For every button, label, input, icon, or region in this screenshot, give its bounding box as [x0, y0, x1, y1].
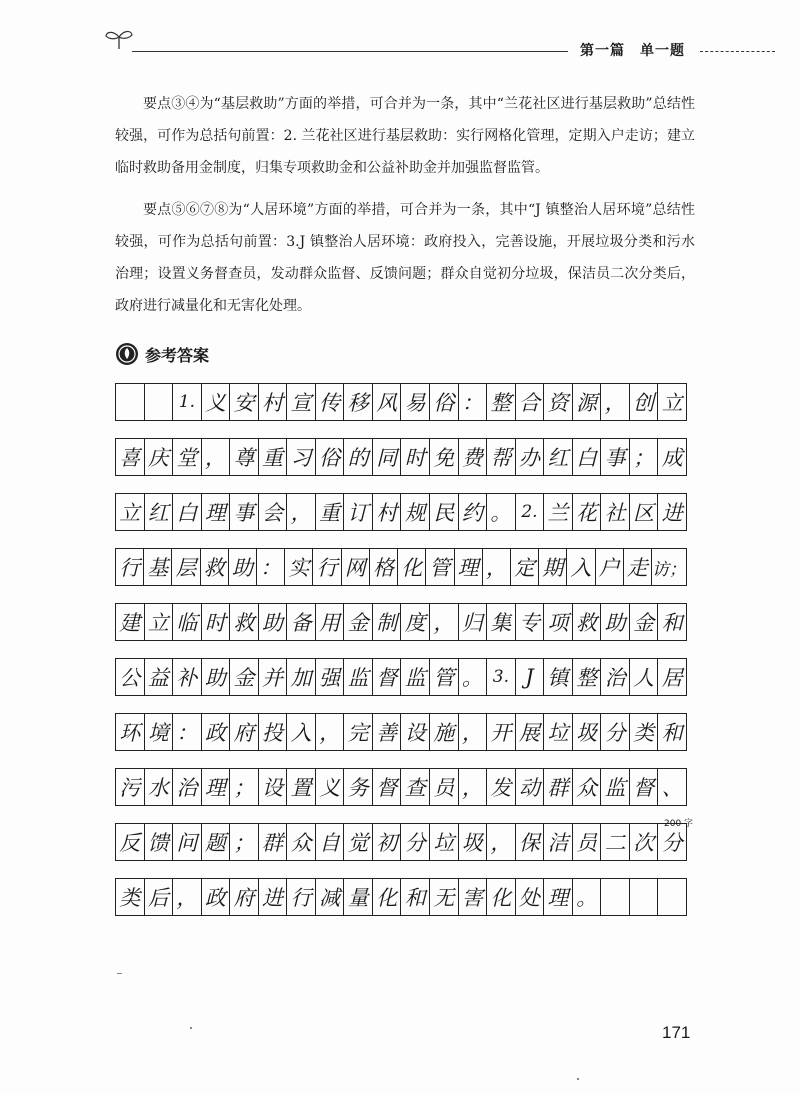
scan-speck: [577, 1078, 579, 1080]
grid-cell: 入: [287, 714, 316, 750]
grid-cell: 助: [601, 604, 630, 640]
grid-cell: 治: [173, 769, 202, 805]
grid-cell: 定: [511, 549, 539, 585]
grid-cell: 反: [116, 824, 145, 860]
grid-cell: ，: [483, 549, 511, 585]
grid-cell: 问: [173, 824, 202, 860]
grid-cell: 期: [539, 549, 567, 585]
word-count-label: 200 字: [664, 819, 694, 829]
grid-cell: 。: [573, 879, 602, 915]
grid-cell: 宣: [287, 384, 316, 420]
grid-cell: 发: [487, 769, 516, 805]
grid-cell: [658, 879, 687, 915]
grid-cell: 建: [116, 604, 145, 640]
grid-cell: 事: [601, 439, 630, 475]
grid-cell: 污: [116, 769, 145, 805]
grid-cell: ，: [487, 824, 516, 860]
grid-cell: ；: [230, 824, 259, 860]
answer-grid-row: [115, 603, 687, 641]
grid-cell: 垃: [544, 714, 573, 750]
grid-cell: ，: [601, 384, 630, 420]
grid-cell: 完: [344, 714, 373, 750]
grid-cell: 白: [573, 439, 602, 475]
grid-cell: 垃: [430, 824, 459, 860]
grid-cell: 加: [287, 659, 316, 695]
grid-cell: 约: [459, 494, 488, 530]
grid-cell: J: [516, 659, 545, 695]
grid-cell: 重: [259, 439, 288, 475]
grid-cell: 义: [202, 384, 231, 420]
grid-cell: 民: [430, 494, 459, 530]
grid-cell: 。: [487, 494, 516, 530]
grid-cell: 减: [316, 879, 345, 915]
grid-cell: 风: [373, 384, 402, 420]
answer-grid-row: [115, 438, 687, 476]
grid-cell: ；: [630, 439, 659, 475]
grid-cell: 立: [658, 384, 687, 420]
grid-cell: 格: [370, 549, 398, 585]
grid-cell: 白: [173, 494, 202, 530]
grid-cell: 群: [544, 769, 573, 805]
grid-cell: 1.: [173, 384, 202, 420]
grid-cell: 洁: [544, 824, 573, 860]
grid-cell: 区: [630, 494, 659, 530]
grid-cell: 兰: [544, 494, 573, 530]
grid-cell: 传: [316, 384, 345, 420]
grid-cell: 进: [658, 494, 687, 530]
grid-cell: 成: [658, 439, 687, 475]
grid-cell: 员: [430, 769, 459, 805]
grid-cell: 众: [573, 769, 602, 805]
grid-cell: 理: [455, 549, 483, 585]
header-rule: [132, 51, 568, 52]
answer-grid: [115, 383, 687, 933]
grid-cell: 务: [344, 769, 373, 805]
grid-cell: 专: [516, 604, 545, 640]
header-title: 第一篇 单一题: [580, 43, 685, 59]
grid-cell: 类: [630, 714, 659, 750]
grid-cell: 帮: [487, 439, 516, 475]
grid-cell: [145, 384, 174, 420]
grid-cell: 环: [116, 714, 145, 750]
grid-cell: 费: [459, 439, 488, 475]
grid-cell: 类: [116, 879, 145, 915]
grid-cell: 馈: [145, 824, 174, 860]
paragraph-basic-relief: 要点③④为“基层救助”方面的举措，可合并为一条，其中“兰花社区进行基层救助”总结性较强，可作为总括句前置：2. 兰花社区进行基层救助：实行网格化管理，定期入户走访；建立临时救助备用金制度，归集专项救助金和公益补助金并加强监督监管。: [115, 96, 695, 176]
grid-cell: 置: [287, 769, 316, 805]
grid-cell: 会: [259, 494, 288, 530]
grid-cell: 喜: [116, 439, 145, 475]
grid-cell: 督: [630, 769, 659, 805]
grid-cell: 移: [344, 384, 373, 420]
grid-cell: 。: [459, 659, 488, 695]
grid-cell: 整: [573, 659, 602, 695]
grid-cell: 度: [401, 604, 430, 640]
grid-cell: 救: [230, 604, 259, 640]
grid-cell: 助: [259, 604, 288, 640]
grid-cell: 圾: [459, 824, 488, 860]
grid-cell: 助: [202, 659, 231, 695]
grid-cell: 访；: [652, 549, 687, 585]
grid-cell: 3.: [487, 659, 516, 695]
grid-cell: 集: [487, 604, 516, 640]
grid-cell: 保: [516, 824, 545, 860]
grid-cell: 助: [229, 549, 257, 585]
grid-cell: ，: [459, 714, 488, 750]
scan-speck: [117, 973, 122, 974]
grid-cell: 和: [658, 714, 687, 750]
grid-cell: 管: [430, 659, 459, 695]
grid-cell: 害: [459, 879, 488, 915]
grid-cell: 政: [202, 879, 231, 915]
answer-grid-row: [115, 658, 687, 696]
grid-cell: 创: [630, 384, 659, 420]
paragraph-living-environment: 要点⑤⑥⑦⑧为“人居环境”方面的举措，可合并为一条，其中“J 镇整治人居环境”总结性较强，可作为总括句前置：3.J 镇整治人居环境：政府投入，完善设施，开展垃圾分类和污水治理；设置义务督查员，发动群众监督、反馈问题；群众自觉初分垃圾，保洁员二次分类后，政府进行减量化和无害化处理。: [115, 202, 695, 314]
grid-cell: 理: [202, 769, 231, 805]
grid-cell: 益: [145, 659, 174, 695]
grid-cell: 化: [398, 549, 426, 585]
grid-cell: 时: [202, 604, 231, 640]
grid-cell: 习: [287, 439, 316, 475]
grid-cell: 救: [201, 549, 229, 585]
grid-cell: 救: [573, 604, 602, 640]
grid-cell: 题: [202, 824, 231, 860]
grid-cell: 办: [516, 439, 545, 475]
grid-cell: 整: [487, 384, 516, 420]
scan-speck: [190, 1027, 192, 1029]
grid-cell: 分: [401, 824, 430, 860]
grid-cell: 走: [624, 549, 652, 585]
grid-cell: 花: [573, 494, 602, 530]
grid-cell: 人: [630, 659, 659, 695]
answer-grid-row: [115, 713, 687, 751]
grid-cell: 户: [596, 549, 624, 585]
page-number: 171: [662, 1023, 691, 1042]
grid-cell: 和: [658, 604, 687, 640]
grid-cell: ，: [202, 439, 231, 475]
answer-grid-row: [115, 768, 687, 806]
grid-cell: 庆: [145, 439, 174, 475]
grid-cell: 实: [285, 549, 313, 585]
explanation-paragraphs: [115, 88, 695, 332]
header-dashed-rule: [700, 51, 775, 52]
grid-cell: 归: [459, 604, 488, 640]
grid-cell: 红: [145, 494, 174, 530]
grid-cell: 网: [342, 549, 370, 585]
grid-cell: 堂: [173, 439, 202, 475]
grid-cell: 无: [430, 879, 459, 915]
grid-cell: 进: [259, 879, 288, 915]
answer-grid-row: [115, 878, 687, 916]
grid-cell: 用: [316, 604, 345, 640]
grid-cell: 红: [544, 439, 573, 475]
grid-cell: ，: [316, 714, 345, 750]
grid-cell: 和: [401, 879, 430, 915]
grid-cell: 免: [430, 439, 459, 475]
grid-cell: 初: [373, 824, 402, 860]
answer-grid-row: [115, 548, 687, 586]
grid-cell: 居: [658, 659, 687, 695]
grid-cell: 觉: [344, 824, 373, 860]
grid-cell: 村: [373, 494, 402, 530]
grid-cell: 入: [567, 549, 595, 585]
grid-cell: 补: [173, 659, 202, 695]
grid-cell: 理: [202, 494, 231, 530]
grid-cell: 公: [116, 659, 145, 695]
grid-cell: 施: [430, 714, 459, 750]
grid-cell: 行: [116, 549, 144, 585]
grid-cell: [601, 879, 630, 915]
answer-grid-row: [115, 493, 687, 531]
answer-section-heading: [115, 342, 209, 366]
grid-cell: 府: [230, 714, 259, 750]
grid-cell: 村: [259, 384, 288, 420]
grid-cell: 订: [344, 494, 373, 530]
grid-cell: 化: [373, 879, 402, 915]
grid-cell: 金: [230, 659, 259, 695]
grid-cell: ：: [173, 714, 202, 750]
grid-cell: 处: [516, 879, 545, 915]
grid-cell: 规: [401, 494, 430, 530]
grid-cell: 临: [173, 604, 202, 640]
grid-cell: ，: [173, 879, 202, 915]
grid-cell: 善: [373, 714, 402, 750]
grid-cell: 监: [601, 769, 630, 805]
answer-badge-icon: [115, 342, 139, 366]
grid-cell: ，: [430, 604, 459, 640]
grid-cell: 备: [287, 604, 316, 640]
grid-cell: 、: [658, 769, 687, 805]
answer-grid-row: [115, 823, 687, 861]
grid-cell: 社: [601, 494, 630, 530]
grid-cell: 制: [373, 604, 402, 640]
grid-cell: 化: [487, 879, 516, 915]
grid-cell: [630, 879, 659, 915]
grid-cell: 圾: [573, 714, 602, 750]
grid-cell: 源: [573, 384, 602, 420]
grid-cell: 安: [230, 384, 259, 420]
grid-cell: [116, 384, 145, 420]
grid-cell: 行: [313, 549, 341, 585]
grid-cell: ；: [230, 769, 259, 805]
grid-cell: 立: [145, 604, 174, 640]
grid-cell: 俗: [316, 439, 345, 475]
grid-cell: 2.: [516, 494, 545, 530]
grid-cell: 分: [601, 714, 630, 750]
grid-cell: 众: [287, 824, 316, 860]
grid-cell: 政: [202, 714, 231, 750]
grid-cell: ，: [287, 494, 316, 530]
grid-cell: 基: [144, 549, 172, 585]
grid-cell: 立: [116, 494, 145, 530]
grid-cell: 分: [658, 824, 687, 860]
grid-cell: 动: [516, 769, 545, 805]
grid-cell: 理: [544, 879, 573, 915]
grid-cell: 量: [344, 879, 373, 915]
grid-cell: 督: [373, 659, 402, 695]
grid-cell: 开: [487, 714, 516, 750]
grid-cell: 管: [426, 549, 454, 585]
grid-cell: 合: [516, 384, 545, 420]
grid-cell: 项: [544, 604, 573, 640]
grid-cell: 行: [287, 879, 316, 915]
grid-cell: 并: [259, 659, 288, 695]
grid-cell: 俗: [430, 384, 459, 420]
grid-cell: 自: [316, 824, 345, 860]
grid-cell: 督: [373, 769, 402, 805]
grid-cell: 强: [316, 659, 345, 695]
grid-cell: 尊: [230, 439, 259, 475]
grid-cell: 设: [401, 714, 430, 750]
grid-cell: 金: [630, 604, 659, 640]
grid-cell: 水: [145, 769, 174, 805]
grid-cell: 易: [401, 384, 430, 420]
grid-cell: ：: [459, 384, 488, 420]
grid-cell: 时: [401, 439, 430, 475]
grid-cell: 监: [401, 659, 430, 695]
answer-title: 参考答案: [145, 345, 210, 365]
grid-cell: 金: [344, 604, 373, 640]
grid-cell: 资: [544, 384, 573, 420]
grid-cell: ，: [459, 769, 488, 805]
grid-cell: 事: [230, 494, 259, 530]
grid-cell: 府: [230, 879, 259, 915]
grid-cell: 次: [630, 824, 659, 860]
grid-cell: 的: [344, 439, 373, 475]
grid-cell: 投: [259, 714, 288, 750]
sprout-icon: [104, 27, 134, 51]
grid-cell: 展: [516, 714, 545, 750]
grid-cell: 群: [259, 824, 288, 860]
grid-cell: 同: [373, 439, 402, 475]
grid-cell: 查: [401, 769, 430, 805]
grid-cell: 镇: [544, 659, 573, 695]
grid-cell: 层: [172, 549, 200, 585]
grid-cell: 境: [145, 714, 174, 750]
grid-cell: 重: [316, 494, 345, 530]
grid-cell: 义: [316, 769, 345, 805]
grid-cell: 后: [145, 879, 174, 915]
grid-cell: 治: [601, 659, 630, 695]
grid-cell: ：: [257, 549, 285, 585]
grid-cell: 二: [601, 824, 630, 860]
grid-cell: 设: [259, 769, 288, 805]
grid-cell: 监: [344, 659, 373, 695]
answer-grid-row: [115, 383, 687, 421]
grid-cell: 员: [573, 824, 602, 860]
